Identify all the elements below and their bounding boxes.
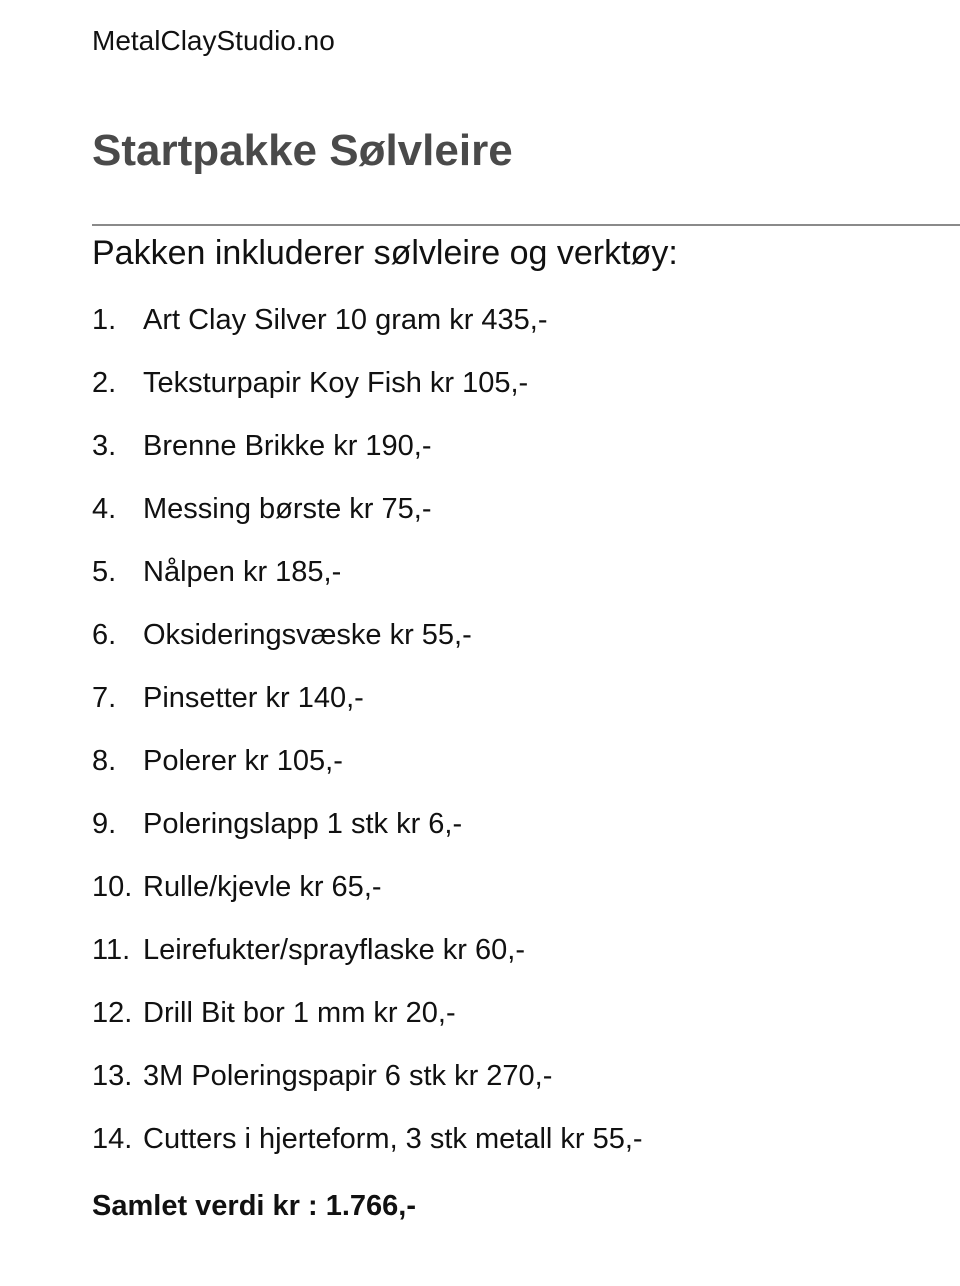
- package-intro: Pakken inkluderer sølvleire og verktøy:: [92, 234, 678, 272]
- list-item: [92, 491, 643, 554]
- list-item: [92, 869, 643, 932]
- site-name: MetalClayStudio.no: [92, 25, 335, 56]
- list-item: [92, 554, 643, 617]
- total-value: Samlet verdi kr : 1.766,-: [92, 1190, 416, 1222]
- item-number: 9.: [92, 808, 117, 840]
- item-text: Brenne Brikke kr 190,-: [143, 430, 432, 462]
- item-text: Polerer kr 105,-: [143, 745, 343, 777]
- item-number: 12.: [92, 997, 133, 1029]
- item-text: Pinsetter kr 140,-: [143, 682, 364, 714]
- item-number: 11.: [92, 934, 131, 966]
- item-text: Leirefukter/sprayflaske kr 60,-: [143, 934, 525, 966]
- list-item: [92, 995, 643, 1058]
- item-text: Nålpen kr 185,-: [143, 556, 342, 588]
- item-text: Rulle/kjevle kr 65,-: [143, 871, 382, 903]
- item-number: 14.: [92, 1123, 133, 1155]
- list-item: [92, 617, 643, 680]
- list-item: [92, 743, 643, 806]
- item-number: 3.: [92, 430, 117, 462]
- item-text: Cutters i hjerteform, 3 stk metall kr 55,-: [143, 1123, 643, 1155]
- list-item: [92, 428, 643, 491]
- item-text: Drill Bit bor 1 mm kr 20,-: [143, 997, 456, 1029]
- item-number: 2.: [92, 367, 117, 399]
- list-item: [92, 932, 643, 995]
- item-number: 13.: [92, 1060, 133, 1092]
- item-text: 3M Poleringspapir 6 stk kr 270,-: [143, 1060, 553, 1092]
- list-item: [92, 806, 643, 869]
- item-number: 4.: [92, 493, 117, 525]
- item-number: 5.: [92, 556, 117, 588]
- item-number: 1.: [92, 304, 117, 336]
- list-item: [92, 680, 643, 743]
- item-number: 7.: [92, 682, 117, 714]
- title-divider: [92, 224, 960, 226]
- list-item: [92, 365, 643, 428]
- item-text: Teksturpapir Koy Fish kr 105,-: [143, 367, 529, 399]
- list-item: [92, 1121, 643, 1184]
- item-text: Messing børste kr 75,-: [143, 493, 432, 525]
- item-number: 8.: [92, 745, 117, 777]
- list-item: [92, 302, 643, 365]
- item-text: Art Clay Silver 10 gram kr 435,-: [143, 304, 548, 336]
- page-title: Startpakke Sølvleire: [92, 126, 513, 175]
- list-item: [92, 1058, 643, 1121]
- package-item-list: [92, 302, 643, 1184]
- item-number: 10.: [92, 871, 133, 903]
- item-number: 6.: [92, 619, 117, 651]
- item-text: Oksideringsvæske kr 55,-: [143, 619, 472, 651]
- item-text: Poleringslapp 1 stk kr 6,-: [143, 808, 463, 840]
